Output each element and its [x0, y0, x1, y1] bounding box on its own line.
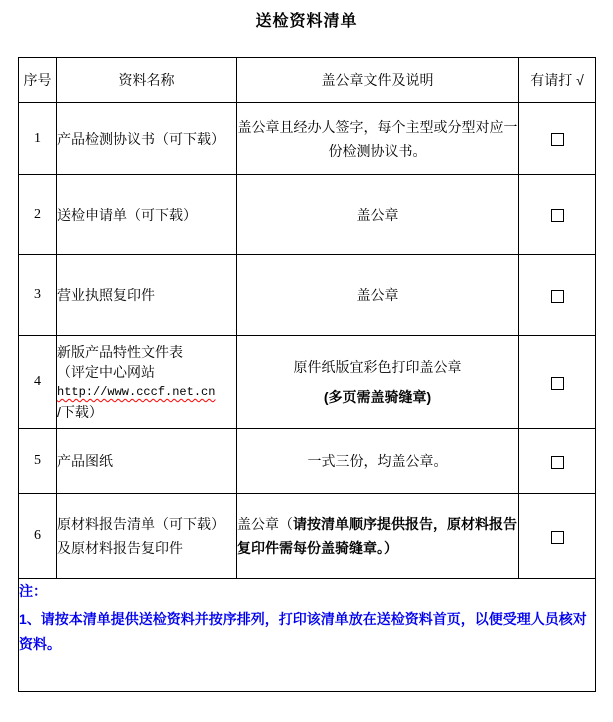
- material-name: 原材料报告清单（可下载）及原材料报告复印件: [57, 494, 237, 579]
- seal-description: 盖公章且经办人签字，每个主型或分型对应一份检测协议书。: [237, 103, 519, 175]
- seal-description: 盖公章: [237, 255, 519, 336]
- notes-row: [19, 579, 596, 692]
- seal-description-bold: 请按清单顺序提供报告，原材料报告复印件需每份盖骑缝章。）: [237, 516, 517, 556]
- seal-description: [237, 336, 519, 429]
- checkbox-cell: [519, 429, 596, 494]
- seal-description: [237, 494, 519, 579]
- checkbox-cell: [519, 103, 596, 175]
- header-material-name: 资料名称: [57, 58, 237, 103]
- note-item: 1、请按本清单提供送检资料并按序排列，打印该清单放在送检资料首页，以便受理人员核对资料。: [19, 611, 587, 652]
- table-row: [19, 494, 596, 579]
- seal-description-bold-line: (多页需盖骑缝章): [323, 389, 432, 405]
- material-name-line: /下载）: [57, 404, 103, 420]
- material-name: 营业执照复印件: [57, 255, 237, 336]
- notes-cell: [19, 579, 596, 692]
- checkbox-icon[interactable]: [551, 531, 564, 544]
- table-header-row: [19, 58, 596, 103]
- checkbox-cell: [519, 494, 596, 579]
- row-number: 2: [19, 175, 57, 255]
- notes-label: 注：: [19, 583, 47, 599]
- row-number: 4: [19, 336, 57, 429]
- checkbox-icon[interactable]: [551, 456, 564, 469]
- checkbox-icon[interactable]: [551, 377, 564, 390]
- checkbox-cell: [519, 255, 596, 336]
- cccf-url-link[interactable]: http://www.cccf.net.cn: [57, 385, 216, 399]
- table-row: [19, 255, 596, 336]
- material-name: 送检申请单（可下载）: [57, 175, 237, 255]
- checklist-table: [18, 57, 596, 692]
- material-name: 产品图纸: [57, 429, 237, 494]
- seal-description-line: 原件纸版宜彩色打印盖公章: [293, 359, 462, 375]
- seal-description: 一式三份，均盖公章。: [237, 429, 519, 494]
- header-serial-number: 序号: [19, 58, 57, 103]
- row-number: 6: [19, 494, 57, 579]
- header-seal-description: 盖公章文件及说明: [237, 58, 519, 103]
- checkbox-icon[interactable]: [551, 290, 564, 303]
- row-number: 5: [19, 429, 57, 494]
- checkbox-cell: [519, 336, 596, 429]
- table-row: [19, 336, 596, 429]
- material-name: [57, 336, 237, 429]
- seal-description-prefix: 盖公章（: [237, 516, 293, 532]
- material-name: 产品检测协议书（可下载）: [57, 103, 237, 175]
- table-row: [19, 429, 596, 494]
- seal-description: 盖公章: [237, 175, 519, 255]
- checkbox-icon[interactable]: [551, 133, 564, 146]
- table-row: [19, 103, 596, 175]
- material-name-line: （评定中心网站: [57, 364, 155, 380]
- checkbox-icon[interactable]: [551, 209, 564, 222]
- material-name-line: 新版产品特性文件表: [57, 344, 183, 360]
- header-check-mark: 有请打 √: [519, 58, 596, 103]
- table-row: [19, 175, 596, 255]
- row-number: 1: [19, 103, 57, 175]
- row-number: 3: [19, 255, 57, 336]
- checkbox-cell: [519, 175, 596, 255]
- page-title: 送检资料清单: [255, 13, 358, 30]
